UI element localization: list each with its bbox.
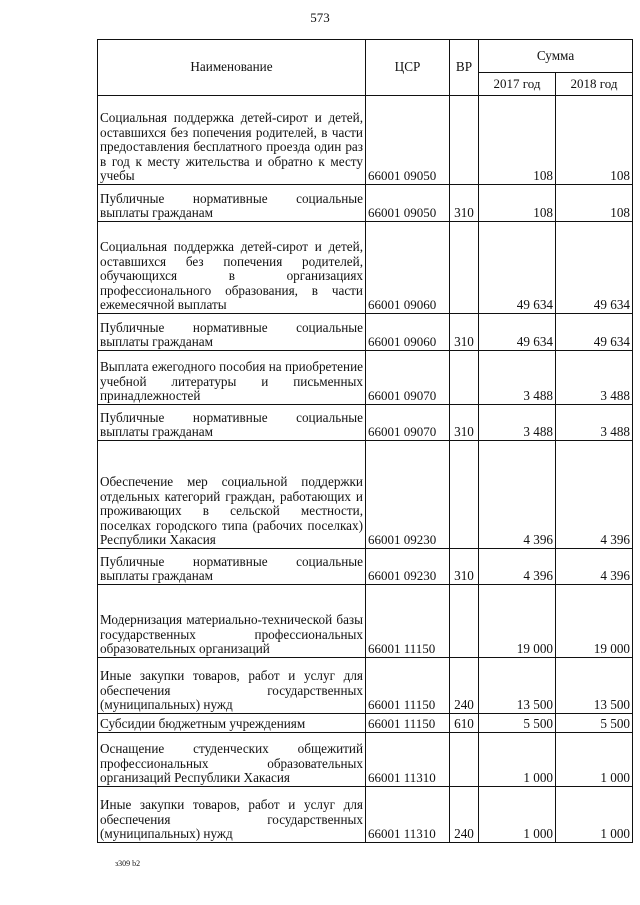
cell-sum-2018: 19 000	[556, 585, 633, 658]
cell-vr: 310	[450, 405, 479, 441]
cell-sum-2017: 49 634	[479, 314, 556, 351]
cell-csr: 66001 11310	[366, 733, 450, 787]
cell-csr: 66001 09050	[366, 185, 450, 222]
cell-sum-2017: 3 488	[479, 351, 556, 405]
cell-vr	[450, 222, 479, 314]
cell-sum-2018: 4 396	[556, 441, 633, 549]
table-row	[98, 733, 633, 787]
table-body	[98, 96, 633, 843]
cell-csr: 66001 09050	[366, 96, 450, 185]
table-row	[98, 185, 633, 222]
cell-csr: 66001 09060	[366, 222, 450, 314]
cell-vr: 610	[450, 714, 479, 733]
budget-table	[97, 39, 633, 843]
table-row	[98, 585, 633, 658]
cell-vr: 240	[450, 787, 479, 843]
table-row	[98, 222, 633, 314]
cell-csr: 66001 11150	[366, 585, 450, 658]
cell-name: Иные закупки товаров, работ и услуг для обеспечения государственных (муниципальных) нужд	[98, 787, 366, 843]
cell-sum-2017: 19 000	[479, 585, 556, 658]
cell-sum-2017: 1 000	[479, 733, 556, 787]
cell-name: Оснащение студенческих общежитий профессиональных образовательных организаций Республики Хакасия	[98, 733, 366, 787]
cell-vr: 310	[450, 185, 479, 222]
cell-sum-2017: 49 634	[479, 222, 556, 314]
cell-vr	[450, 585, 479, 658]
header-year-2018: 2018 год	[556, 73, 633, 96]
cell-name: Субсидии бюджетным учреждениям	[98, 714, 366, 733]
cell-csr: 66001 09230	[366, 549, 450, 585]
cell-vr: 310	[450, 549, 479, 585]
table-row	[98, 787, 633, 843]
cell-vr: 310	[450, 314, 479, 351]
cell-name: Публичные нормативные социальные выплаты гражданам	[98, 185, 366, 222]
cell-sum-2017: 13 500	[479, 658, 556, 714]
header-sum: Сумма	[479, 40, 633, 73]
cell-vr	[450, 733, 479, 787]
cell-sum-2017: 5 500	[479, 714, 556, 733]
cell-name: Иные закупки товаров, работ и услуг для обеспечения государственных (муниципальных) нужд	[98, 658, 366, 714]
cell-sum-2017: 4 396	[479, 441, 556, 549]
cell-sum-2018: 49 634	[556, 314, 633, 351]
cell-csr: 66001 09070	[366, 405, 450, 441]
cell-name: Социальная поддержка детей-сирот и детей, оставшихся без попечения родителей, в части предоставления бесплатного проезда один раз в год к месту жительства и обратно к месту учебы	[98, 96, 366, 185]
table-row	[98, 441, 633, 549]
cell-sum-2018: 4 396	[556, 549, 633, 585]
table-header	[98, 40, 633, 96]
cell-csr: 66001 09060	[366, 314, 450, 351]
cell-name: Обеспечение мер социальной поддержки отдельных категорий граждан, работающих и проживающих в сельской местности, поселках городского типа (рабочих поселках) Республики Хакасия	[98, 441, 366, 549]
cell-name: Публичные нормативные социальные выплаты гражданам	[98, 405, 366, 441]
table-row	[98, 549, 633, 585]
document-code: з309 b2	[115, 859, 141, 868]
cell-csr: 66001 11150	[366, 658, 450, 714]
cell-sum-2018: 108	[556, 185, 633, 222]
cell-sum-2018: 5 500	[556, 714, 633, 733]
cell-csr: 66001 09230	[366, 441, 450, 549]
cell-sum-2017: 1 000	[479, 787, 556, 843]
cell-sum-2018: 3 488	[556, 405, 633, 441]
cell-name: Выплата ежегодного пособия на приобретение учебной литературы и письменных принадлежностей	[98, 351, 366, 405]
cell-sum-2017: 108	[479, 96, 556, 185]
header-csr: ЦСР	[366, 40, 450, 96]
cell-vr	[450, 351, 479, 405]
table-row	[98, 96, 633, 185]
cell-vr: 240	[450, 658, 479, 714]
cell-sum-2017: 4 396	[479, 549, 556, 585]
cell-csr: 66001 11150	[366, 714, 450, 733]
cell-name: Модернизация материально-технической базы государственных профессиональных образовательных организаций	[98, 585, 366, 658]
cell-sum-2018: 1 000	[556, 733, 633, 787]
cell-csr: 66001 09070	[366, 351, 450, 405]
table-row	[98, 405, 633, 441]
table-row	[98, 714, 633, 733]
header-year-2017: 2017 год	[479, 73, 556, 96]
cell-sum-2018: 3 488	[556, 351, 633, 405]
cell-name: Публичные нормативные социальные выплаты гражданам	[98, 549, 366, 585]
cell-sum-2018: 108	[556, 96, 633, 185]
cell-vr	[450, 441, 479, 549]
cell-sum-2018: 13 500	[556, 658, 633, 714]
header-vr: ВР	[450, 40, 479, 96]
table-row	[98, 314, 633, 351]
page-number: 573	[310, 10, 330, 25]
table-row	[98, 351, 633, 405]
cell-csr: 66001 11310	[366, 787, 450, 843]
header-name: Наименование	[98, 40, 366, 96]
cell-name: Социальная поддержка детей-сирот и детей, оставшихся без попечения родителей, обучающихся в организациях профессионального образования, в части ежемесячной выплаты	[98, 222, 366, 314]
cell-sum-2018: 49 634	[556, 222, 633, 314]
table-row	[98, 658, 633, 714]
cell-vr	[450, 96, 479, 185]
cell-sum-2018: 1 000	[556, 787, 633, 843]
cell-name: Публичные нормативные социальные выплаты гражданам	[98, 314, 366, 351]
cell-sum-2017: 108	[479, 185, 556, 222]
cell-sum-2017: 3 488	[479, 405, 556, 441]
